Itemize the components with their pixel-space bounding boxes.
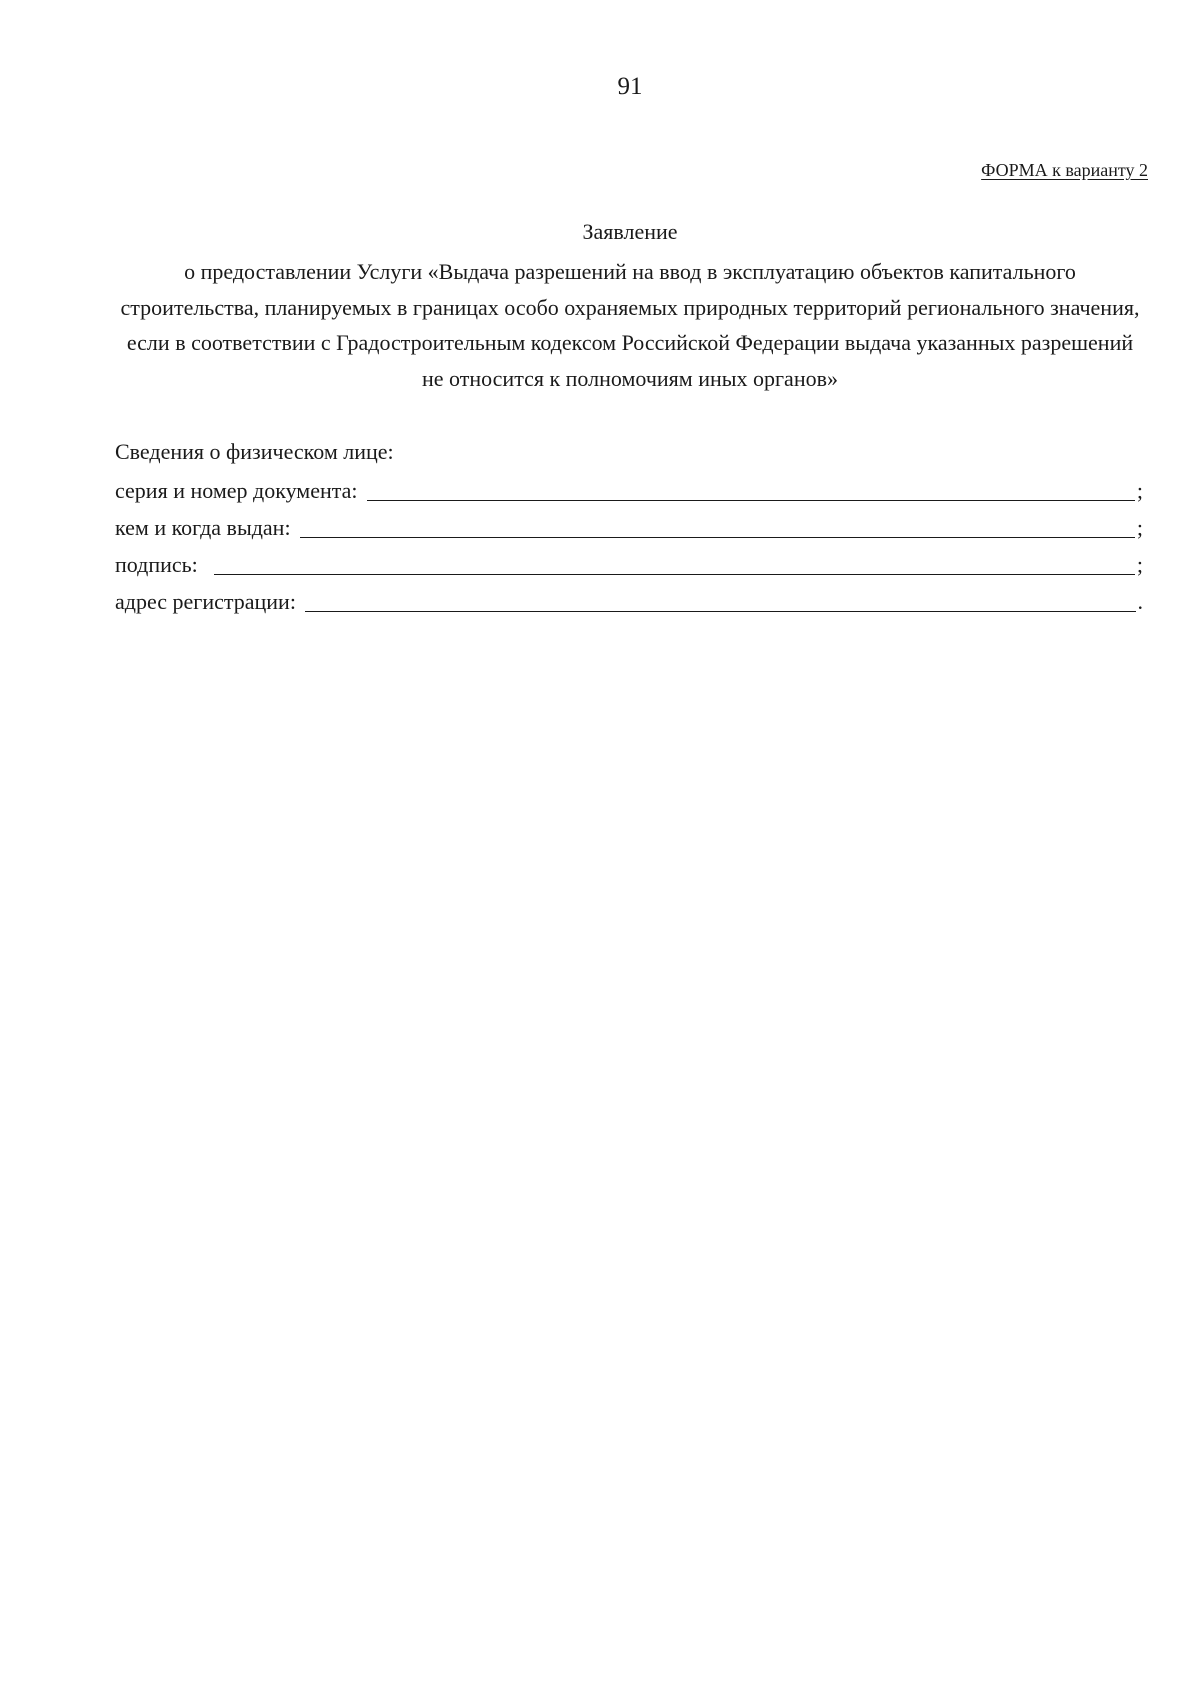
field-terminator: . <box>1137 589 1143 614</box>
field-label: адрес регистрации: <box>115 589 296 614</box>
field-terminator: ; <box>1136 515 1143 540</box>
field-terminator: ; <box>1136 478 1143 503</box>
field-document-number <box>115 474 1143 504</box>
document-subtitle: о предоставлении Услуги «Выдача разрешений на ввод в эксплуатацию объектов капитального строительства, планируемых в границах особо охраняемых природных территорий регионального значения, если в соответствии с Градостроительным кодексом Российской Федерации выдача указанных разрешений не относится к полномочиям иных органов» <box>120 259 1140 391</box>
field-registration-address <box>115 585 1143 615</box>
page-number: 91 <box>617 73 643 100</box>
issued-by-blank[interactable] <box>300 515 1135 538</box>
field-label: кем и когда выдан: <box>115 515 291 540</box>
fields-heading: Сведения о физическом лице: <box>115 439 394 464</box>
registration-address-blank[interactable] <box>305 589 1136 612</box>
field-terminator: ; <box>1136 552 1143 577</box>
document-number-blank[interactable] <box>367 478 1135 501</box>
form-variant-label: ФОРМА к варианту 2 <box>981 160 1148 180</box>
field-issued-by <box>115 511 1143 541</box>
field-label: серия и номер документа: <box>115 478 358 503</box>
signature-blank[interactable] <box>214 552 1135 575</box>
field-label: подпись: <box>115 552 198 577</box>
document-title: Заявление <box>582 219 678 244</box>
field-signature <box>115 548 1143 578</box>
